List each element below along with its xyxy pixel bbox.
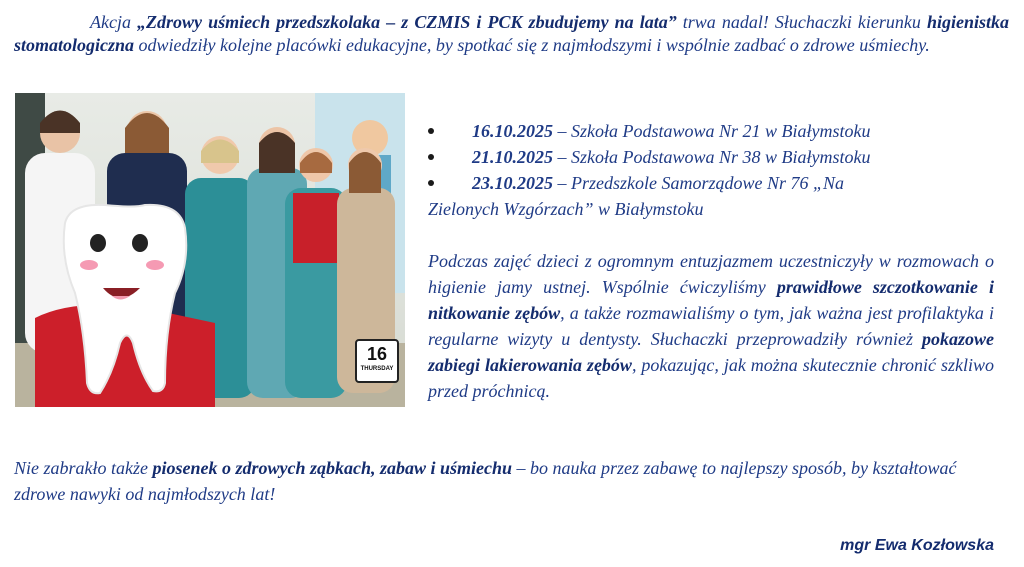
group-photo-illustration	[15, 93, 405, 407]
highlight-songs: piosenek o zdrowych ząbkach, zabaw i uśmiechu	[152, 458, 513, 478]
group-photo	[15, 93, 405, 407]
closing-paragraph	[14, 455, 1009, 507]
list-item	[428, 144, 1008, 170]
visit-place: – Szkoła Podstawowa Nr 38 w Białymstoku	[553, 147, 871, 167]
intro-paragraph	[14, 11, 1009, 57]
intro-text: odwiedziły kolejne placówki edukacyjne, by spotkać się z najmłodszymi i wspólnie zadbać o zdrowe uśmiechy.	[134, 35, 930, 55]
visit-place-continued: Zielonych Wzgórzach” w Białymstoku	[428, 199, 704, 219]
visit-place: – Szkoła Podstawowa Nr 21 w Białymstoku	[553, 121, 871, 141]
visit-dates-list	[428, 118, 1008, 222]
body-text: , pokazując, jak można skutecznie chronić szkliwo przed próchnicą.	[428, 355, 994, 401]
body-text: , a także rozmawialiśmy o tym, jak ważna jest profilaktyka i regularne wizyty u dentysty. Słuchaczki przeprowadziły również	[428, 303, 995, 349]
campaign-name: „Zdrowy uśmiech przedszkolaka – z CZMIS i PCK zbudujemy na lata”	[137, 12, 677, 32]
calendar-day: 16	[366, 344, 388, 364]
list-item	[428, 170, 1008, 222]
closing-text: – bo nauka przez zabawę to najlepszy sposób, by kształtować zdrowe nawyki od najmłodszych lat!	[14, 458, 957, 504]
bullet-icon	[428, 154, 434, 160]
author-signature: mgr Ewa Kozłowska	[840, 537, 994, 554]
visit-date: 16.10.2025	[472, 121, 553, 141]
intro-text: trwa nadal! Słuchaczki kierunku	[676, 12, 927, 32]
closing-text: Nie zabrakło także	[14, 458, 153, 478]
body-text: Podczas zajęć dzieci z ogromnym entuzjazmem uczestniczyły w rozmowach o higienie jamy ustnej. Wspólnie ćwiczyliśmy	[428, 251, 994, 297]
bullet-icon	[428, 180, 434, 186]
visit-place: – Przedszkole Samorządowe Nr 76 „Na	[553, 173, 845, 193]
visit-date: 21.10.2025	[472, 147, 553, 167]
visit-date: 23.10.2025	[472, 173, 553, 193]
bullet-icon	[428, 128, 434, 134]
highlight-varnishing: pokazowe zabiegi lakierowania zębów	[428, 329, 994, 375]
calendar-weekday: THURSDAY	[360, 366, 394, 372]
program-name: higienistka stomatologiczna	[14, 12, 1009, 55]
highlight-brushing: prawidłowe szczotkowanie i nitkowanie zębów	[428, 277, 994, 323]
list-item	[428, 118, 1008, 144]
calendar-badge	[355, 339, 399, 383]
activities-paragraph	[428, 248, 994, 404]
intro-text: Akcja	[90, 12, 138, 32]
